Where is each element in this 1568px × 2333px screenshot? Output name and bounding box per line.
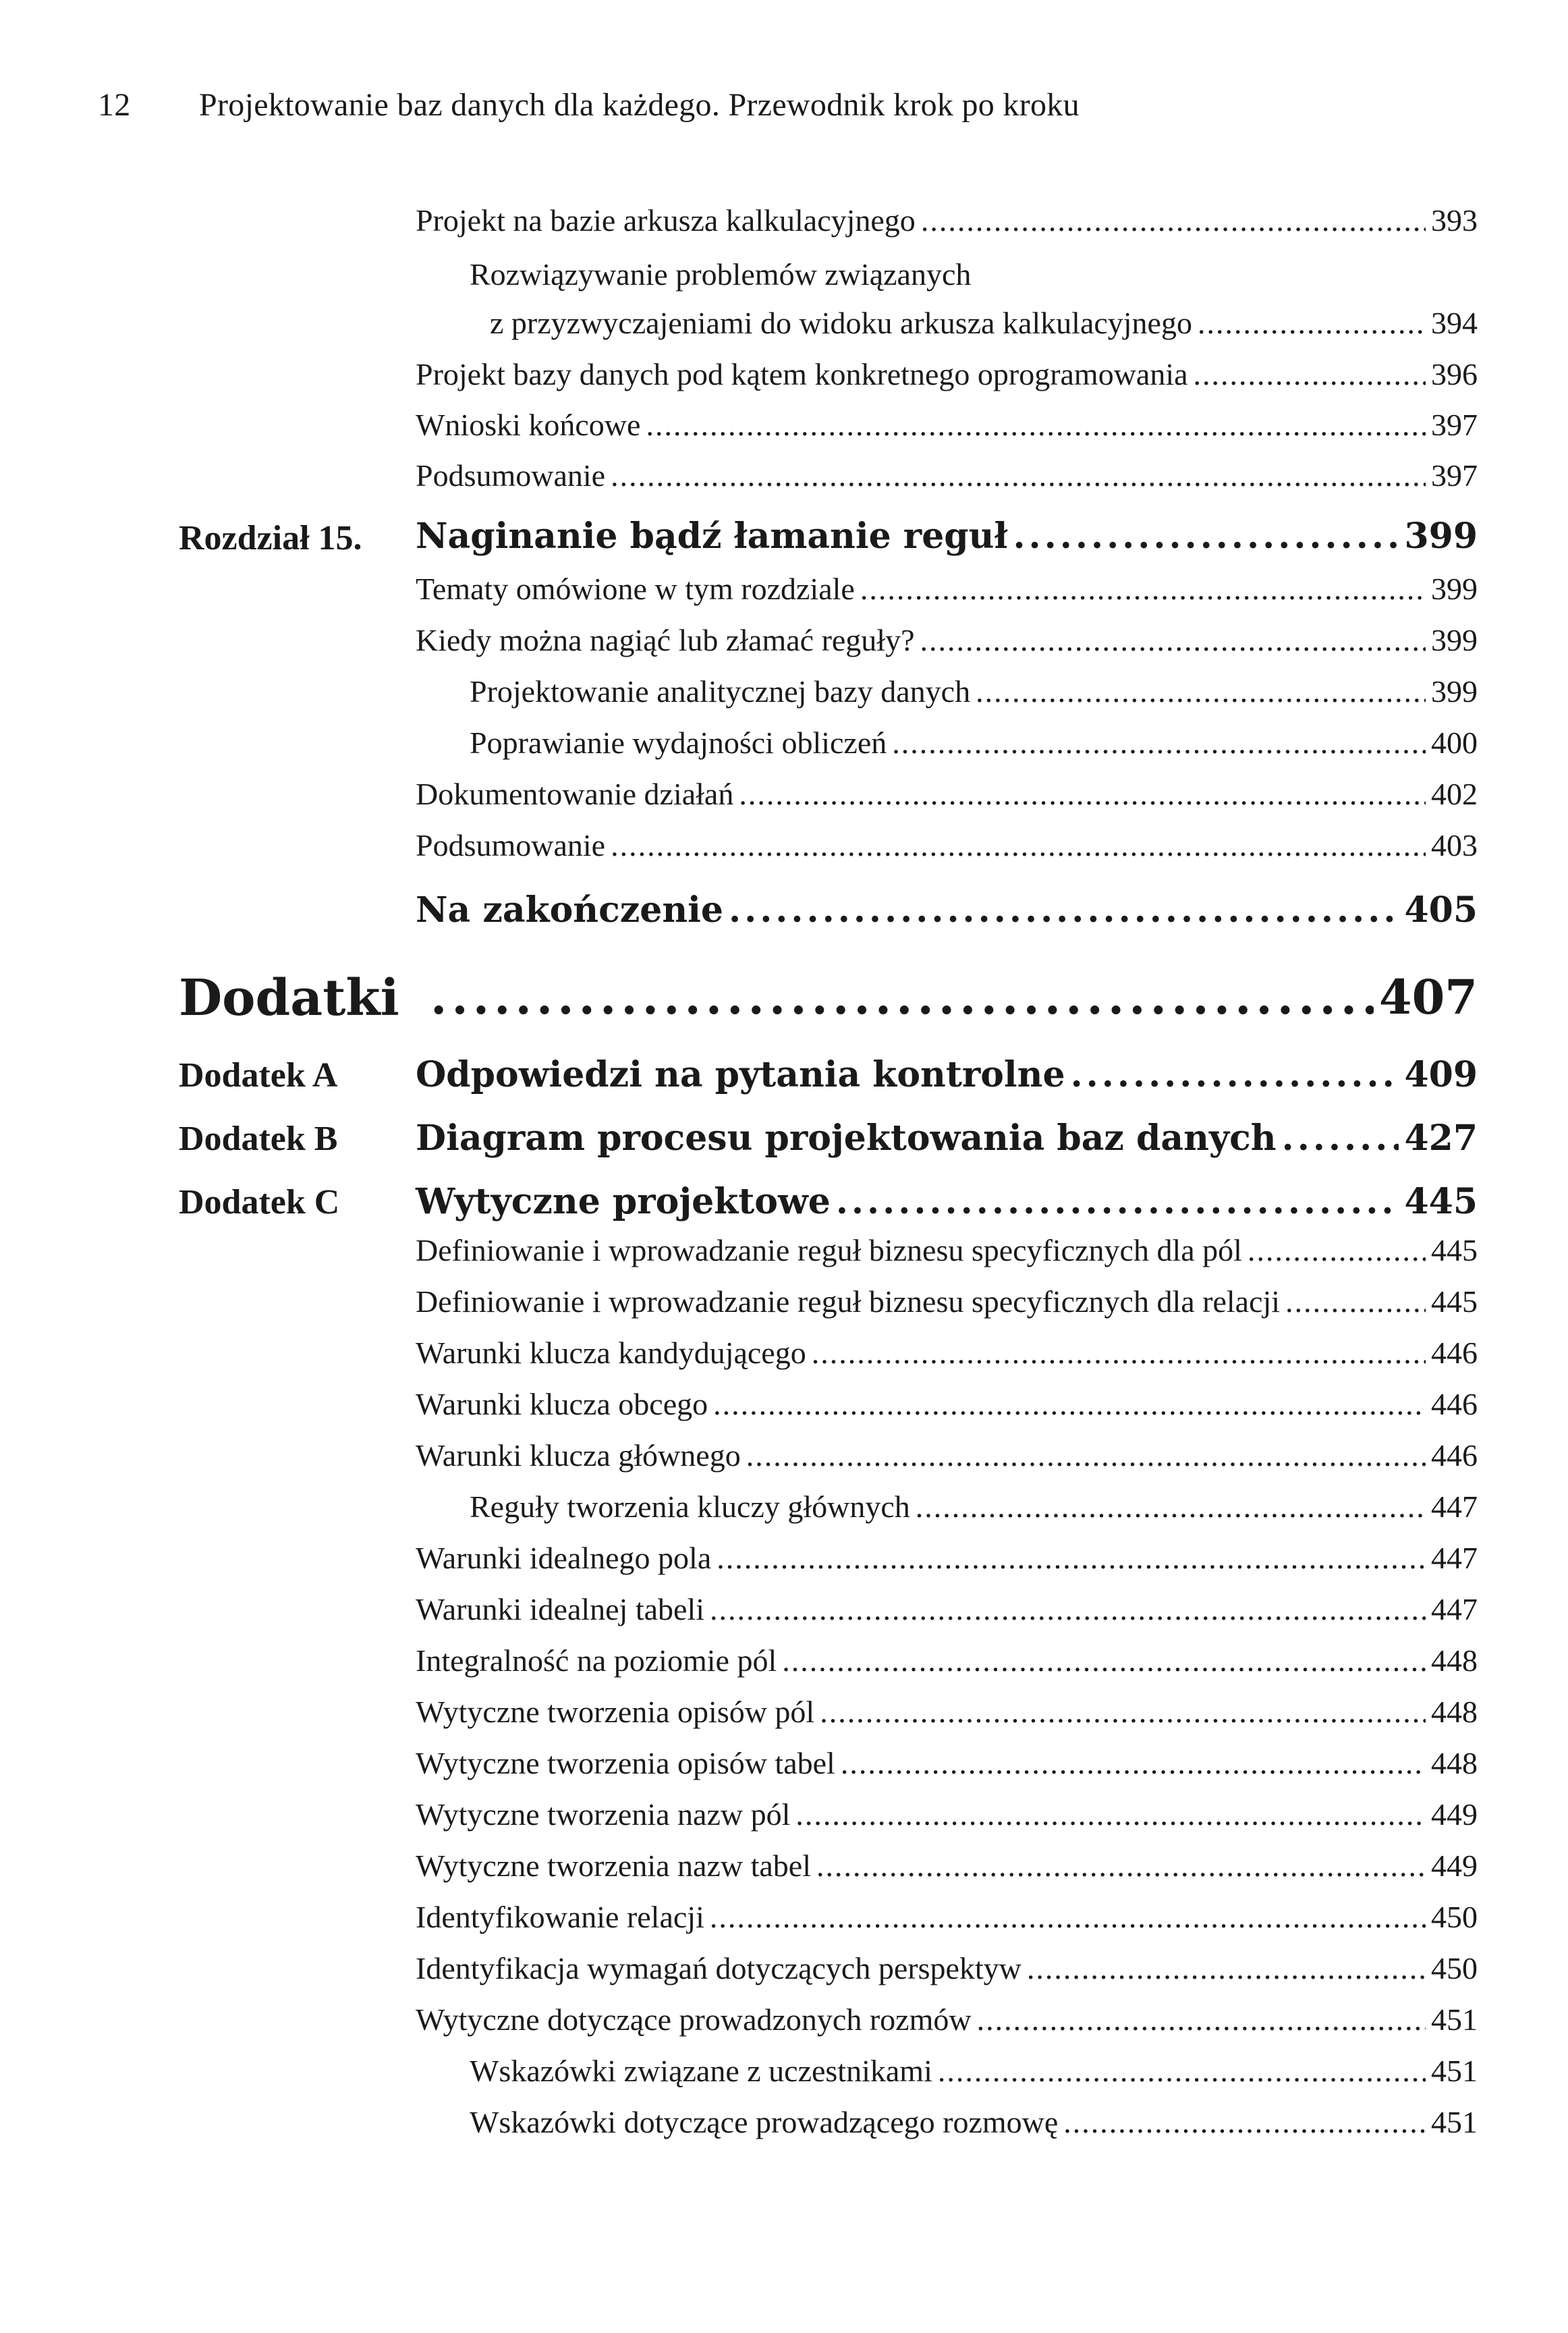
leader-dots: [746, 1437, 1426, 1473]
leader-dots: [1194, 356, 1426, 392]
toc-entry[interactable]: [470, 725, 1478, 761]
toc-entry-page: 400: [1431, 725, 1478, 760]
toc-entry-title: Warunki klucza obcego: [416, 1387, 708, 1421]
leader-dots: [977, 2002, 1426, 2037]
leader-dots: [820, 1694, 1426, 1730]
leader-dots: [1063, 2104, 1426, 2140]
toc-entry-title: Poprawianie wydajności obliczeń: [470, 725, 887, 760]
toc-entry[interactable]: [416, 1694, 1478, 1730]
leader-dots: [938, 2053, 1426, 2089]
appendix-title: Diagram procesu projektowania baz danych: [416, 1118, 1277, 1159]
appendix-label: Dodatek C: [179, 1183, 340, 1222]
toc-entry-title: Warunki klucza kandydującego: [416, 1336, 806, 1370]
leader-dots: [1027, 1950, 1426, 1986]
toc-entry-title: Warunki idealnego pola: [416, 1541, 712, 1575]
toc-entry-page: 393: [1431, 203, 1478, 238]
chapter-title: Na zakończenie: [416, 889, 723, 931]
toc-entry-title: Identyfikacja wymagań dotyczących perspektyw: [416, 1951, 1021, 1985]
leader-dots: [816, 1848, 1426, 1884]
toc-entry-page: 399: [1431, 674, 1478, 709]
toc-entry-page: 399: [1431, 623, 1478, 657]
toc-entry-title: Projekt bazy danych pod kątem konkretnego oprogramowania: [416, 357, 1188, 391]
leader-dots: [1282, 1118, 1399, 1159]
toc-entry-page: 449: [1431, 1797, 1478, 1832]
leader-dots: [1071, 1054, 1399, 1095]
leader-dots: [860, 571, 1426, 607]
toc-entry-page: 447: [1431, 1592, 1478, 1626]
leader-dots: [1248, 1232, 1426, 1268]
page-number: 12: [98, 87, 131, 123]
leader-dots: [892, 725, 1426, 761]
toc-entry-title: Definiowanie i wprowadzanie reguł biznesu specyficznych dla pól: [416, 1233, 1242, 1267]
leader-dots: [646, 407, 1426, 443]
appendix-page: 445: [1404, 1181, 1478, 1222]
part-label: Dodatki: [179, 969, 399, 1027]
toc-entry-title: Kiedy można nagiąć lub złamać reguły?: [416, 623, 915, 657]
leader-dots: [710, 1591, 1426, 1627]
toc-entry-page: 451: [1431, 2105, 1478, 2139]
leader-dots: [739, 776, 1426, 812]
toc-entry-page: 399: [1431, 572, 1478, 606]
chapter-entry[interactable]: [416, 889, 1478, 931]
leader-dots: [976, 674, 1426, 709]
leader-dots: [1285, 1284, 1426, 1319]
toc-entry-title: Warunki idealnej tabeli: [416, 1592, 705, 1626]
toc-entry[interactable]: [470, 2104, 1478, 2140]
toc-entry[interactable]: [416, 1284, 1478, 1319]
toc-entry[interactable]: [416, 458, 1478, 493]
leader-dots: [921, 202, 1426, 238]
toc-entry-wrapped-line1[interactable]: Rozwiązywanie problemów związanych: [470, 257, 972, 292]
toc-entry[interactable]: [416, 571, 1478, 607]
toc-entry[interactable]: [416, 1591, 1478, 1627]
leader-dots: [812, 1335, 1426, 1371]
part-page: 407: [1378, 969, 1478, 1025]
chapter-entry[interactable]: [416, 516, 1478, 557]
toc-entry-title: Projekt na bazie arkusza kalkulacyjnego: [416, 203, 916, 238]
chapter-title: Naginanie bądź łamanie reguł: [416, 516, 1008, 557]
toc-entry-page: 445: [1431, 1233, 1478, 1267]
leader-dots: [713, 1386, 1426, 1422]
toc-entry-title: z przyzwyczajeniami do widoku arkusza kalkulacyjnego: [490, 306, 1192, 340]
toc-entry[interactable]: [470, 2053, 1478, 2089]
leader-dots: [841, 1745, 1426, 1781]
part-entry[interactable]: [425, 969, 1478, 1025]
chapter-label: Rozdział 15.: [179, 519, 362, 557]
toc-entry-title: Wytyczne tworzenia nazw tabel: [416, 1848, 811, 1883]
leader-dots: [430, 969, 1374, 1025]
leader-dots: [836, 1181, 1399, 1222]
toc-entry[interactable]: [416, 407, 1478, 443]
toc-entry-page: 396: [1431, 357, 1478, 391]
appendix-label: Dodatek A: [179, 1056, 338, 1095]
toc-entry-title: Wytyczne tworzenia nazw pól: [416, 1797, 791, 1832]
toc-entry-page: 448: [1431, 1695, 1478, 1729]
toc-entry-page: 451: [1431, 2054, 1478, 2088]
leader-dots: [1013, 516, 1399, 557]
toc-entry-page: 445: [1431, 1284, 1478, 1319]
toc-entry-title: Wskazówki związane z uczestnikami: [470, 2054, 932, 2088]
toc-entry-title: Projektowanie analitycznej bazy danych: [470, 674, 971, 709]
toc-entry[interactable]: [416, 1437, 1478, 1473]
leader-dots: [1198, 305, 1426, 341]
chapter-page: 405: [1404, 889, 1478, 931]
toc-entry-title: Wytyczne dotyczące prowadzonych rozmów: [416, 2002, 972, 2037]
toc-entry[interactable]: [416, 1899, 1478, 1935]
toc-entry-title: Warunki klucza głównego: [416, 1438, 741, 1473]
toc-entry-page: 403: [1431, 828, 1478, 862]
appendix-page: 409: [1404, 1054, 1478, 1095]
toc-entry[interactable]: [416, 776, 1478, 812]
toc-entry-title: Podsumowanie: [416, 828, 606, 862]
toc-entry-page: 450: [1431, 1951, 1478, 1985]
leader-dots: [729, 889, 1399, 931]
toc-entry[interactable]: [416, 1540, 1478, 1576]
toc-entry[interactable]: [416, 2002, 1478, 2037]
toc-entry[interactable]: [416, 1335, 1478, 1371]
leader-dots: [920, 622, 1426, 658]
appendix-entry[interactable]: [416, 1054, 1478, 1095]
toc-entry[interactable]: [416, 1232, 1478, 1268]
toc-entry[interactable]: [416, 827, 1478, 863]
toc-entry-title: Wytyczne tworzenia opisów pól: [416, 1695, 815, 1729]
toc-entry-title: Wytyczne tworzenia opisów tabel: [416, 1746, 835, 1780]
toc-entry[interactable]: [416, 1643, 1478, 1678]
toc-entry-page: 446: [1431, 1336, 1478, 1370]
toc-entry-page: 446: [1431, 1387, 1478, 1421]
toc-entry-page: 394: [1431, 306, 1478, 340]
toc-entry-title: Wnioski końcowe: [416, 408, 641, 442]
toc-entry-page: 450: [1431, 1900, 1478, 1934]
toc-entry-title: Dokumentowanie działań: [416, 777, 734, 811]
toc-entry[interactable]: [416, 202, 1478, 238]
toc-entry-title: Wskazówki dotyczące prowadzącego rozmowę: [470, 2105, 1059, 2139]
toc-entry-page: 449: [1431, 1848, 1478, 1883]
toc-entry[interactable]: [416, 1796, 1478, 1832]
toc-entry[interactable]: [416, 622, 1478, 658]
appendix-entry[interactable]: [416, 1181, 1478, 1222]
leader-dots: [611, 827, 1426, 863]
toc-entry-title: Podsumowanie: [416, 458, 606, 493]
leader-dots: [717, 1540, 1426, 1576]
toc-entry[interactable]: [416, 1848, 1478, 1884]
chapter-page: 399: [1404, 516, 1478, 557]
leader-dots: [916, 1489, 1426, 1525]
toc-entry-page: 446: [1431, 1438, 1478, 1473]
toc-entry-title: Integralność na poziomie pól: [416, 1643, 777, 1678]
toc-entry-page: 397: [1431, 408, 1478, 442]
book-title: Projektowanie baz danych dla każdego. Przewodnik krok po kroku: [199, 87, 1080, 123]
toc-entry-page: 448: [1431, 1746, 1478, 1780]
toc-entry[interactable]: [470, 1489, 1478, 1525]
toc-entry[interactable]: [416, 1745, 1478, 1781]
appendix-title: Wytyczne projektowe: [416, 1181, 831, 1222]
leader-dots: [611, 458, 1426, 493]
leader-dots: [795, 1796, 1426, 1832]
leader-dots: [710, 1899, 1426, 1935]
toc-entry-page: 397: [1431, 458, 1478, 493]
toc-entry[interactable]: [416, 1386, 1478, 1422]
toc-entry-page: 448: [1431, 1643, 1478, 1678]
toc-entry[interactable]: [470, 674, 1478, 709]
appendix-title: Odpowiedzi na pytania kontrolne: [416, 1054, 1065, 1095]
appendix-page: 427: [1404, 1118, 1478, 1159]
toc-entry-title: Reguły tworzenia kluczy głównych: [470, 1489, 910, 1524]
appendix-label: Dodatek B: [179, 1120, 338, 1158]
toc-entry-page: 402: [1431, 777, 1478, 811]
leader-dots: [782, 1643, 1426, 1678]
toc-entry[interactable]: [416, 356, 1478, 392]
toc-entry-title: Definiowanie i wprowadzanie reguł biznesu specyficznych dla relacji: [416, 1284, 1281, 1319]
toc-entry-title: Identyfikowanie relacji: [416, 1900, 704, 1934]
toc-entry-page: 447: [1431, 1541, 1478, 1575]
toc-entry-page: 447: [1431, 1489, 1478, 1524]
toc-entry[interactable]: [416, 1950, 1478, 1986]
toc-entry-page: 451: [1431, 2002, 1478, 2037]
toc-entry-title: Tematy omówione w tym rozdziale: [416, 572, 855, 606]
appendix-entry[interactable]: [416, 1118, 1478, 1159]
toc-entry[interactable]: [490, 305, 1478, 341]
